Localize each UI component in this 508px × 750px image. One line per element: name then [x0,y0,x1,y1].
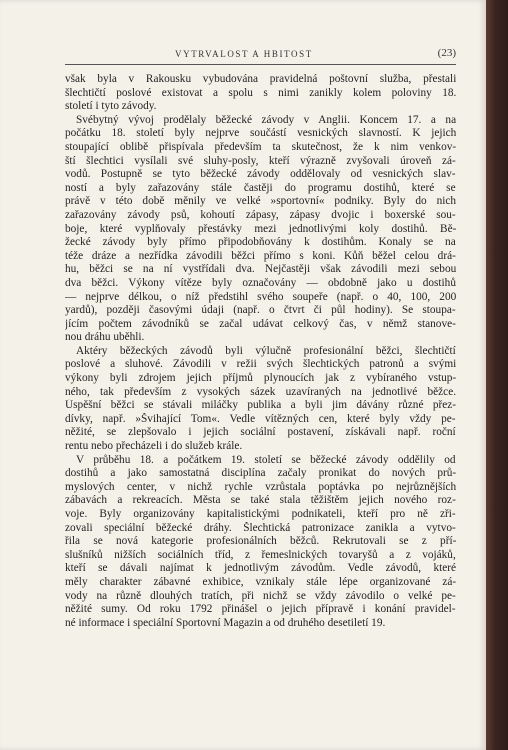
text-line: yardů), později časovými údaji (např. o čtvrt či půl hodiny). Se stoupa- [65,304,456,317]
text-line: dívky, např. »Švihající Tom«. Vedle vítězných cen, které byly vždy pe- [65,412,456,425]
text-line: šlechtičtí poslové existovat a spolu s nimi zanikly kolem poloviny 18. [65,86,456,99]
body-text [65,73,456,630]
text-line: myslových center, v nichž rychle vzrůstala poptávka po nejrůznějších [65,480,456,493]
text-line: stoupající oblibě přispívala především ta skutečnost, že k nim venkov- [65,140,456,153]
running-header [65,48,456,65]
text-line: Úspěšní běžci se stávali miláčky publika a byli jim dávány různé přez- [65,399,456,412]
text-line: kteří se dávali najímat k jednotlivým závodům. Vedle závodů, které [65,562,456,575]
text-line: V průběhu 18. a počátkem 19. století se běžecké závody oddělily od [76,453,456,466]
text-line: výkony byli zdrojem jejich příjmů plynoucích jak z vybíraného vstup- [65,372,456,385]
text-line: žecké závody byly přímo připodobňovány k dostihům. Konaly se na [65,236,456,249]
text-line: počátku 18. století byly nejprve součástí vesnických slavností. K jejich [65,127,456,140]
text-line: — nejprve délkou, o níž předstihl svého soupeře (např. o 40, 100, 200 [65,290,456,303]
text-line: století i tyto závody. [65,100,157,113]
book-spine [486,0,508,750]
text-line: měly charakter zábavné exhibice, vznikaly stále lépe organizované zá- [65,575,456,588]
text-line: ští šlechtici vysílali své sluhy-posly, kteří výrazně zvyšovali úroveň zá- [65,154,456,167]
text-line: né informace i speciální Sportovní Magazin a od druhého desetiletí 19. [65,616,386,629]
text-line: boje, které vyplňovaly přestávky mezi jednotlivými koly dostihů. Bě- [65,222,456,235]
text-line: vody na různě dlouhých tratích, při nichž se vždy závodilo o velké pe- [65,589,456,602]
text-line: Svébytný vývoj prodělaly běžecké závody v Anglii. Koncem 17. a na [76,113,456,126]
text-line: Aktéry běžeckých závodů byli výlučně profesionální běžci, šlechtičtí [76,344,456,357]
text-line: něžité, se zlepšovalo i jejich sociální postavení, získávali např. roční [65,426,456,439]
text-line: právě v této době měnily ve velké »sportovní« podniky. Byly do nich [65,195,456,208]
text-line: ností a byly zařazovány stále častěji do programu dostihů, které se [65,181,456,194]
text-line: vodů. Postupně se tyto běžecké závody oddělovaly od vesnických slav- [65,168,456,181]
text-line: zařazovány závody psů, kohoutí zápasy, zápasy dvojic i boxerské sou- [65,208,456,221]
text-line: řila se nová kategorie profesionálních běžců. Rekrutovali se z pří- [65,535,456,548]
text-line: zábavách a rekreacích. Města se také stala těžištěm jejich nového roz- [65,494,456,507]
text-line: zovali speciální běžecké dráhy. Šlechtická patronizace zanikla a vytvo- [65,521,456,534]
page-number: (23) [437,47,456,59]
text-line: nou dráhu uběhli. [65,331,145,344]
running-title: VYTRVALOST A HBITOST [175,49,313,59]
text-line: slušníků nižších sociálních tříd, z řemeslnických tovaryšů a z vojáků, [65,548,456,561]
text-line: jícím počtem závodníků se začal udávat celkový čas, v němž stanove- [65,317,456,330]
text-line: dva běžci. Výkony vítěze byly označovány — obdobně jako u dostihů [65,276,456,289]
text-line: hu, běžci se na ní vystřídali dva. Nejčastěji však závodili mezi sebou [65,263,456,276]
text-line: voje. Byly organizovány kapitalistickými podnikateli, kteří pro ně zři- [65,508,456,520]
text-line: ného, tak především z vysokých sázek uzavíraných na jednotlivé běžce. [65,385,456,398]
text-line: téže dráze a nezřídka závodili běžci přímo s koni. Kůň běžel celou drá- [65,249,456,262]
text-line: však byla v Rakousku vybudována pravidelná poštovní služba, přestali [65,73,456,85]
text-line: dostihů a jako samostatná disciplína začaly pronikat do nových prů- [65,467,456,480]
text-line: rentu nebo přecházeli i do služeb krále. [65,440,243,453]
text-line: poslové a sluhové. Závodili v režii svých šlechtických patronů a svými [65,358,456,371]
text-line: něžité sumy. Od roku 1792 přinášel o jejich přípravě i konání pravidel- [65,603,456,616]
